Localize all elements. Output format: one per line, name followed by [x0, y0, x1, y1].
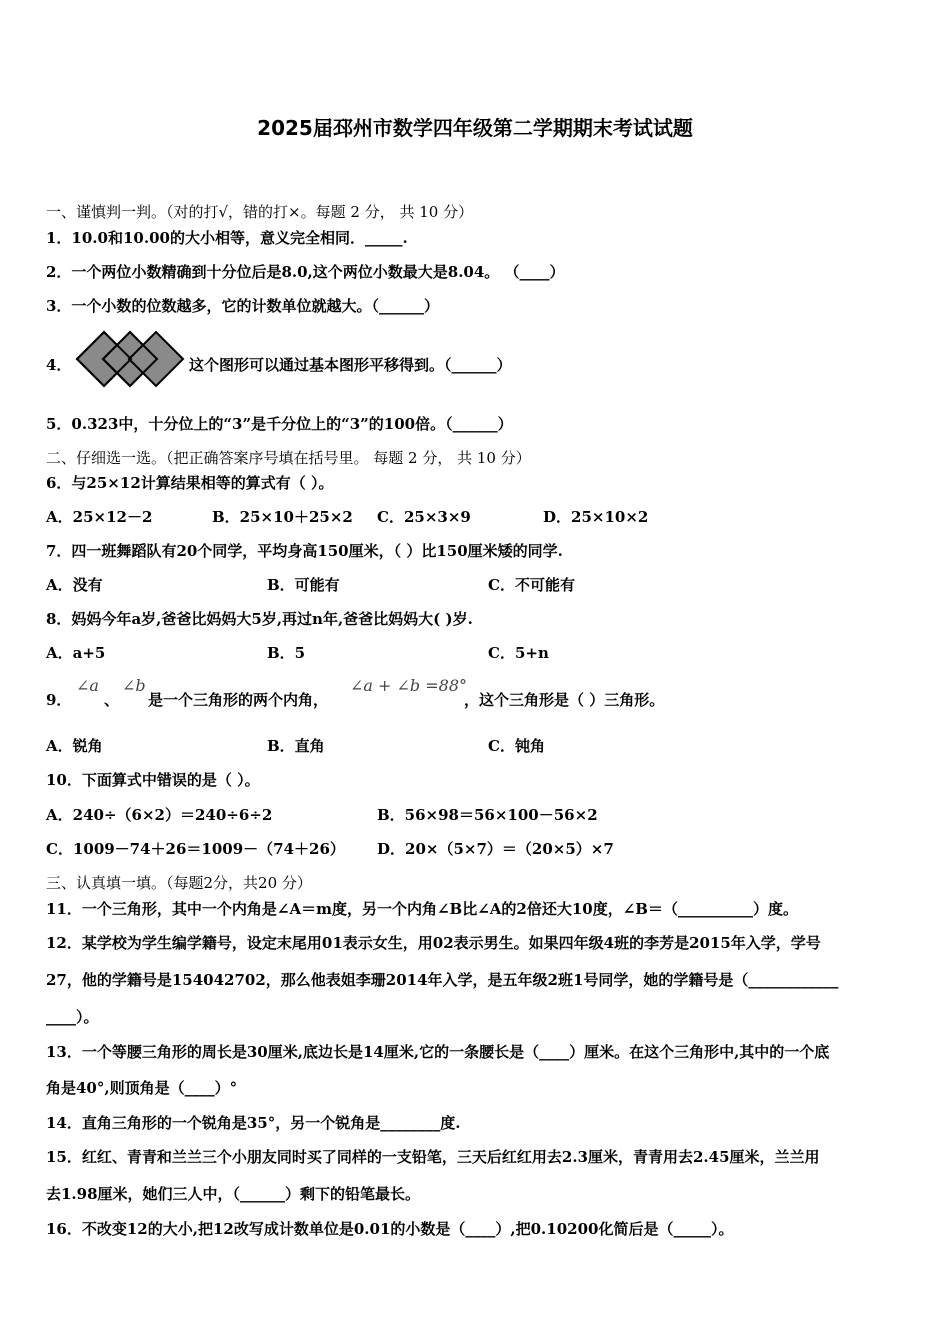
- question-13-line-2: 角是40°,则顶角是（____）°: [46, 1079, 238, 1097]
- question-4-number: 4．: [46, 356, 72, 374]
- q6-option-b: B．25×10＋25×2: [212, 508, 353, 526]
- question-3: 3．一个小数的位数越多，它的计数单位就越大。（______）: [46, 297, 439, 315]
- q9-text-1: 是一个三角形的两个内角，: [148, 691, 329, 709]
- question-11: 11．一个三角形，其中一个内角是∠A＝m度，另一个内角∠B比∠A的2倍还大10度，∠B＝（__________）度。: [46, 900, 798, 918]
- question-14: 14．直角三角形的一个锐角是35°，另一个锐角是________度.: [46, 1114, 461, 1132]
- page-title: 2025届邳州市数学四年级第二学期期末考试试题: [257, 116, 693, 140]
- q9-text-2: ，这个三角形是（ ）三角形。: [464, 691, 665, 709]
- section-1-header: 一、谨慎判一判。（对的打√，错的打×。每题 2 分， 共 10 分）: [46, 203, 474, 221]
- q7-option-c: C．不可能有: [488, 576, 575, 594]
- question-15-line-2: 去1.98厘米，她们三人中，（______）剩下的铅笔最长。: [46, 1185, 421, 1203]
- q10-option-d: D．20×（5×7）＝（20×5）×7: [377, 840, 614, 858]
- question-8: 8．妈妈今年a岁,爸爸比妈妈大5岁,再过n年,爸爸比妈妈大( )岁.: [46, 610, 473, 628]
- diamond-chain-figure: [75, 330, 187, 388]
- q6-option-d: D．25×10×2: [543, 508, 649, 526]
- question-12-line-3: ____）。: [46, 1008, 99, 1026]
- section-3-header: 三、认真填一填。（每题2分，共20 分）: [46, 874, 312, 892]
- q7-option-a: A．没有: [46, 576, 103, 594]
- q10-option-c: C．1009－74＋26＝1009－（74＋26）: [46, 840, 345, 858]
- q9-option-c: C．钝角: [488, 737, 545, 755]
- q10-option-b: B．56×98＝56×100－56×2: [377, 806, 598, 824]
- question-5: 5．0.323中，十分位上的“3”是千分位上的“3”的100倍。（______）: [46, 415, 513, 433]
- section-2-header: 二、仔细选一选。（把正确答案序号填在括号里。 每题 2 分， 共 10 分）: [46, 449, 531, 467]
- q9-option-a: A．锐角: [46, 737, 103, 755]
- q8-option-b: B．5: [267, 644, 306, 662]
- q9-separator: 、: [104, 691, 120, 709]
- q9-angle-b: ∠b: [122, 676, 146, 695]
- q6-option-a: A．25×12－2: [46, 508, 153, 526]
- question-12-line-1: 12．某学校为学生编学籍号，设定末尾用01表示女生，用02表示男生。如果四年级4班的李芳是2015年入学，学号: [46, 934, 821, 952]
- question-13-line-1: 13．一个等腰三角形的周长是30厘米,底边长是14厘米,它的一条腰长是（____）厘米。在这个三角形中,其中的一个底: [46, 1043, 830, 1061]
- q8-option-c: C．5+n: [488, 644, 549, 662]
- q6-option-c: C．25×3×9: [377, 508, 471, 526]
- q9-angle-a: ∠a: [76, 676, 99, 695]
- question-9-number: 9．: [46, 691, 72, 709]
- question-4-text: 这个图形可以通过基本图形平移得到。（______）: [189, 356, 512, 374]
- question-7: 7．四一班舞蹈队有20个同学，平均身高150厘米，（ ）比150厘米矮的同学.: [46, 542, 563, 560]
- q7-option-b: B．可能有: [267, 576, 340, 594]
- question-12-line-2: 27，他的学籍号是154042702，那么他表姐李珊2014年入学，是五年级2班1号同学，她的学籍号是（____________: [46, 971, 839, 989]
- question-2: 2．一个两位小数精确到十分位后是8.0,这个两位小数最大是8.04。 （____）: [46, 263, 565, 281]
- q10-option-a: A．240÷（6×2）＝240÷6÷2: [46, 806, 273, 824]
- question-6: 6．与25×12计算结果相等的算式有（ ）。: [46, 474, 334, 492]
- question-1: 1．10.0和10.00的大小相等，意义完全相同．_____.: [46, 229, 408, 247]
- q8-option-a: A．a+5: [46, 644, 106, 662]
- q9-angle-sum: ∠a + ∠b =88°: [350, 676, 468, 695]
- q9-option-b: B．直角: [267, 737, 325, 755]
- question-10: 10．下面算式中错误的是（ ）。: [46, 771, 260, 789]
- question-16: 16．不改变12的大小,把12改写成计数单位是0.01的小数是（____）,把0.10200化简后是（_____）。: [46, 1220, 734, 1238]
- question-15-line-1: 15．红红、青青和兰兰三个小朋友同时买了同样的一支铅笔，三天后红红用去2.3厘米，青青用去2.45厘米，兰兰用: [46, 1148, 820, 1166]
